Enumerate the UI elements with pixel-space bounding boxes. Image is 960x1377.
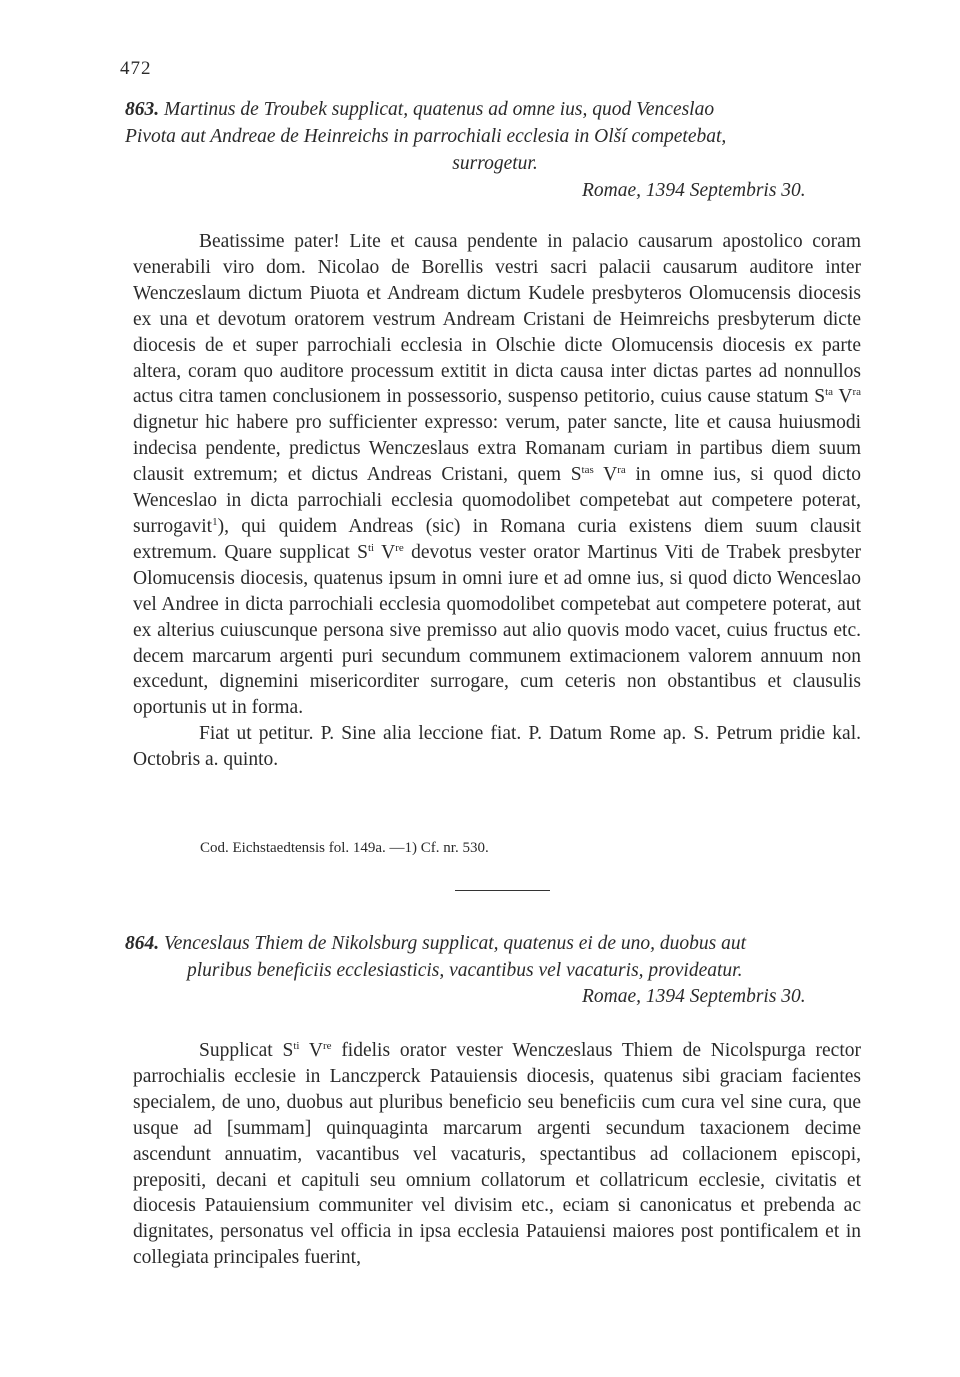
entry-863-heading xyxy=(125,96,865,177)
entry-864-paragraph-1: Supplicat $S^{ti}$ Vre fidelis orator vester Wenczeslaus Thiem de Nicolspurga rector parrochialis ecclesie in Lanczperck Patauiensis diocesis, quatenus sibi graciam facientes specialem, de uno, duobus aut pluribus beneficio seu beneficiis cum cura vel sine cura, que usque ad [summam] quinquaginta marcarum argenti secundum taxacionem decime ascendunt annuatim, vacantibus vel vacaturis, spectantibus ad collacionem episcopi, prepositi, decani et capituli seu omnium collatorum et collatricum ecclesie, civitatis et diocesis Patauiensium communiter vel divisim etc., eciam si canonicatus et prebenda ac dignitates, personatus vel officia in ipsa ecclesia Patauiensi maiores post pontificalem et in collegiata principales fuerint, xyxy=(133,1040,861,1269)
entry-863-body xyxy=(133,229,861,773)
entry-864-date: Romae, 1394 Septembris 30. xyxy=(582,986,806,1007)
entry-863-heading-line3: surrogetur. xyxy=(452,153,538,174)
entry-863-paragraph-2: Fiat ut petitur. P. Sine alia leccione fiat. P. Datum Rome ap. S. Petrum pridie kal. Octobris a. quinto. xyxy=(133,723,861,771)
entry-863-heading-line1: Martinus de Troubek supplicat, quatenus ad omne ius, quod Venceslao xyxy=(164,99,715,120)
entry-864-number: 864. xyxy=(125,933,160,954)
entry-863-date: Romae, 1394 Septembris 30. xyxy=(582,180,806,201)
entry-863-footnote: Cod. Eichstaedtensis fol. 149a. —1) Cf. nr. 530. xyxy=(200,840,489,856)
entry-864-heading-line1: Venceslaus Thiem de Nikolsburg supplicat, quatenus ei de uno, duobus aut xyxy=(164,933,747,954)
section-divider xyxy=(455,890,550,891)
page-number: 472 xyxy=(120,58,152,79)
entry-864-heading xyxy=(125,930,865,984)
entry-864-body xyxy=(133,1038,861,1271)
entry-863-heading-line2: Pivota aut Andreae de Heinreichs in parrochiali ecclesia in Olší competebat, xyxy=(125,126,727,147)
entry-863-number: 863. xyxy=(125,99,160,120)
entry-864-heading-line2: pluribus beneficiis ecclesiasticis, vacantibus vel vacaturis, provideatur. xyxy=(187,960,743,981)
entry-863-paragraph-1: Beatissime pater! Lite et causa pendente in palacio causarum apostolico coram venerabili viro dom. Nicolao de Borellis vestri sacri palacii causarum auditore inter Wenczeslaum dictum Piuota et Andream dictum Kudele presbyteros Olomucensis diocesis ex una et devotum oratorem vestrum Andream Cristani de Heimreichs presbyterum dicte diocesis de et super parrochiali ecclesia in Olschie dicte Olomucensis diocesis ex parte altera, coram quo auditore processum extitit in dicta causa inter dictas partes ad nonnullos actus citra tamen conclusionem in possessorio, suspenso petitorio, cuius cause statum $S^{ta}$ $V^{ra}$ dignetur hic habere pro sufficienter expresso: verum, pater sancte, lite et causa huiusmodi indecisa pendente, predictus Wenczeslaus extra Romanam curiam in partibus diem suum clausit extremum; et dictus Andreas Cristani, quem $S^{tas}$ $V^{ra}$ in omne ius, si quod dicto Wenceslao in dicta parrochiali ecclesia quomodolibet competebat aut competere poterat, surrogavit$^1$), qui quidem Andreas (sic) in Romana curia existens diem suum clausit extremum. Quare supplicat $S^{ti}$ Vre devotus vester orator Martinus Viti de Trabek presbyter Olomucensis diocesis, quatenus ipsum in omni iure et ad omne ius, si quod dicto Wenceslao vel Andree in dicta parrochiali ecclesia quomodolibet competebat aut competere poterat, aut ex alterius cuiuscunque persona sive premisso aut alio quovis modo vacet, cuius fructus etc. decem marcarum argenti puri secundum communem extimacionem valorem annuum non excedunt, dignemini misericorditer surrogare, cum ceteris non obstantibus et clausulis oportunis ut in forma. xyxy=(133,231,862,719)
